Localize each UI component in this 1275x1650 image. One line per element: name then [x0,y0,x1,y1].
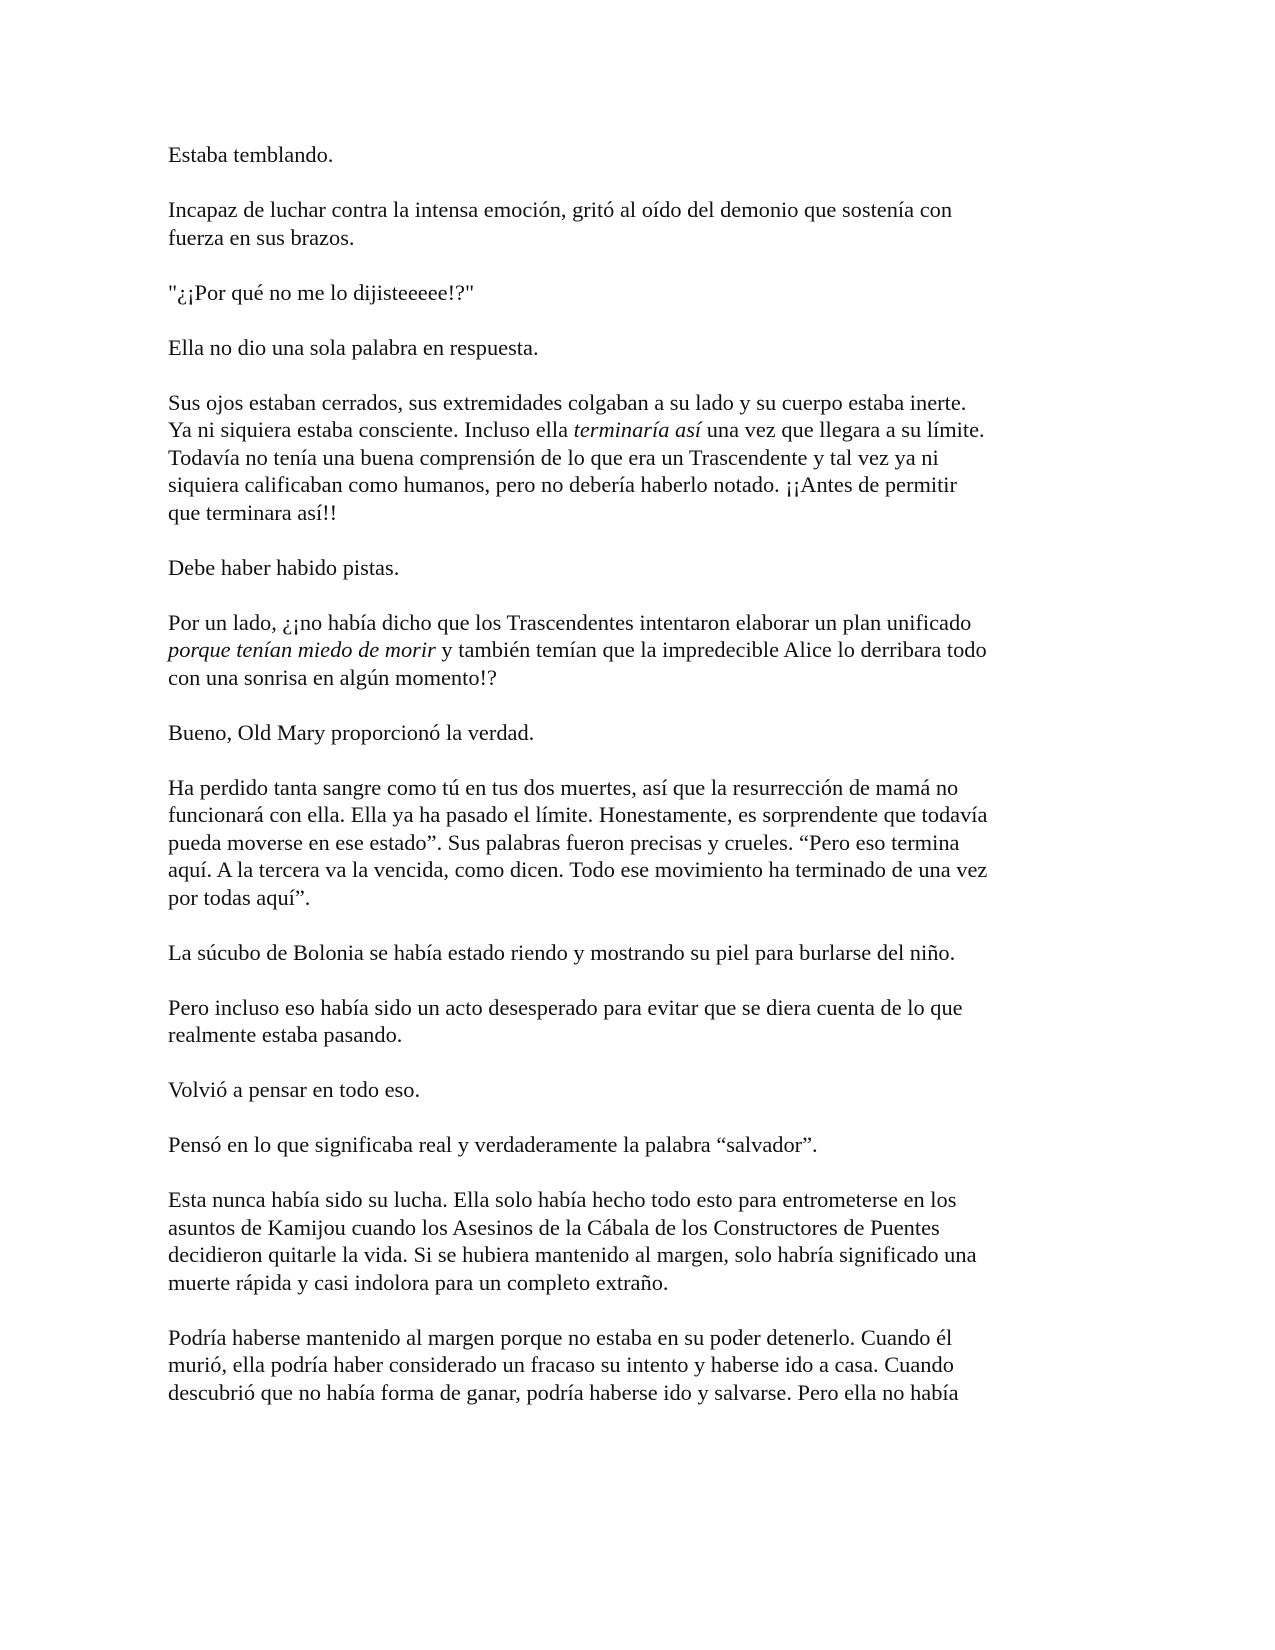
text-run: que terminara así!! [168,499,338,525]
text-line [168,1269,1048,1297]
text-line [168,664,1048,692]
text-run: con una sonrisa en algún momento!? [168,664,497,690]
text-run: Ha perdido tanta sangre como tú en tus dos muertes, así que la resurrección de mamá no [168,774,959,800]
text-run: y también temían que la impredecible Alice lo derribara todo [435,637,987,662]
text-line [168,279,1048,307]
text-line [168,334,1048,362]
paragraph [168,554,1048,582]
text-run: Sus ojos estaban cerrados, sus extremidades colgaban a su lado y su cuerpo estaba inerte. [168,389,967,415]
document-page [168,141,1048,1434]
text-run: Volvió a pensar en todo eso. [168,1077,421,1102]
paragraph [168,994,1048,1049]
text-run: pueda moverse en ese estado”. Sus palabras fueron precisas y crueles. “Pero eso termina [168,829,960,855]
paragraph [168,1131,1048,1159]
text-line [168,829,1048,857]
text-line [168,719,1048,747]
text-line [168,141,1048,169]
text-line [168,554,1048,582]
text-run: Ya ni siquiera estaba consciente. Incluso ella [168,417,574,442]
text-run: Debe haber habido pistas. [168,554,400,580]
text-run: La súcubo de Bolonia se había estado riendo y mostrando su piel para burlarse del niño. [168,939,956,965]
text-line [168,444,1048,472]
paragraph [168,719,1048,747]
text-line [168,994,1048,1022]
text-run: siquiera calificaban como humanos, pero no debería haberlo notado. ¡¡Antes de permitir [168,472,957,497]
text-run: realmente estaba pasando. [168,1022,403,1047]
text-line [168,801,1048,829]
paragraph [168,774,1048,912]
text-line [168,416,1048,444]
text-run: descubrió que no había forma de ganar, podría haberse ido y salvarse. Pero ella no había [168,1379,959,1405]
text-line [168,939,1048,967]
text-run: una vez que llegara a su límite. [701,417,985,442]
text-run: Ella no dio una sola palabra en respuesta. [168,334,539,360]
text-line [168,389,1048,417]
text-run: Pensó en lo que significaba real y verdaderamente la palabra “salvador”. [168,1132,818,1157]
text-line [168,884,1048,912]
paragraph [168,1186,1048,1296]
text-line [168,224,1048,252]
text-line [168,1324,1048,1352]
paragraph [168,389,1048,527]
text-run: Pero incluso eso había sido un acto desesperado para evitar que se diera cuenta de lo que [168,994,963,1020]
text-line [168,1021,1048,1049]
text-run: Esta nunca había sido su lucha. Ella solo había hecho todo esto para entrometerse en los [168,1187,957,1212]
text-run: "¿¡Por qué no me lo dijisteeeee!?" [168,279,475,305]
text-line [168,1214,1048,1242]
paragraph [168,1076,1048,1104]
text-run: aquí. A la tercera va la vencida, como dicen. Todo ese movimiento ha terminado de una vez [168,857,988,882]
text-line [168,774,1048,802]
text-run: Estaba temblando. [168,142,334,167]
text-run: por todas aquí”. [168,884,311,910]
text-line [168,196,1048,224]
text-line [168,1241,1048,1269]
paragraph [168,196,1048,251]
text-run: funcionará con ella. Ella ya ha pasado el límite. Honestamente, es sorprendente que todavía [168,802,988,827]
text-run: murió, ella podría haber considerado un fracaso su intento y haberse ido a casa. Cuando [168,1352,954,1377]
paragraph [168,939,1048,967]
text-run: fuerza en sus brazos. [168,224,355,250]
text-run: asuntos de Kamijou cuando los Asesinos de la Cábala de los Constructores de Puentes [168,1214,940,1240]
text-line [168,1131,1048,1159]
text-line [168,1379,1048,1407]
text-line [168,1076,1048,1104]
text-line [168,1351,1048,1379]
paragraph [168,609,1048,692]
text-run: Podría haberse mantenido al margen porque no estaba en su poder detenerlo. Cuando él [168,1324,953,1350]
text-line [168,499,1048,527]
italic-text: terminaría así [573,417,702,442]
text-run: Bueno, Old Mary proporcionó la verdad. [168,719,535,745]
text-run: Por un lado, ¿¡no había dicho que los Trascendentes intentaron elaborar un plan unificado [168,609,972,635]
paragraph [168,279,1048,307]
text-run: decidieron quitarle la vida. Si se hubiera mantenido al margen, solo habría significado una [168,1242,977,1267]
paragraph [168,334,1048,362]
text-line [168,609,1048,637]
text-line [168,636,1048,664]
text-run: muerte rápida y casi indolora para un completo extraño. [168,1269,669,1295]
text-line [168,856,1048,884]
italic-text: porque tenían miedo de morir [168,637,436,662]
paragraph [168,1324,1048,1407]
text-line [168,471,1048,499]
paragraph [168,141,1048,169]
text-run: Todavía no tenía una buena comprensión de lo que era un Trascendente y tal vez ya ni [168,444,939,470]
text-run: Incapaz de luchar contra la intensa emoción, gritó al oído del demonio que sostenía con [168,197,953,222]
text-line [168,1186,1048,1214]
